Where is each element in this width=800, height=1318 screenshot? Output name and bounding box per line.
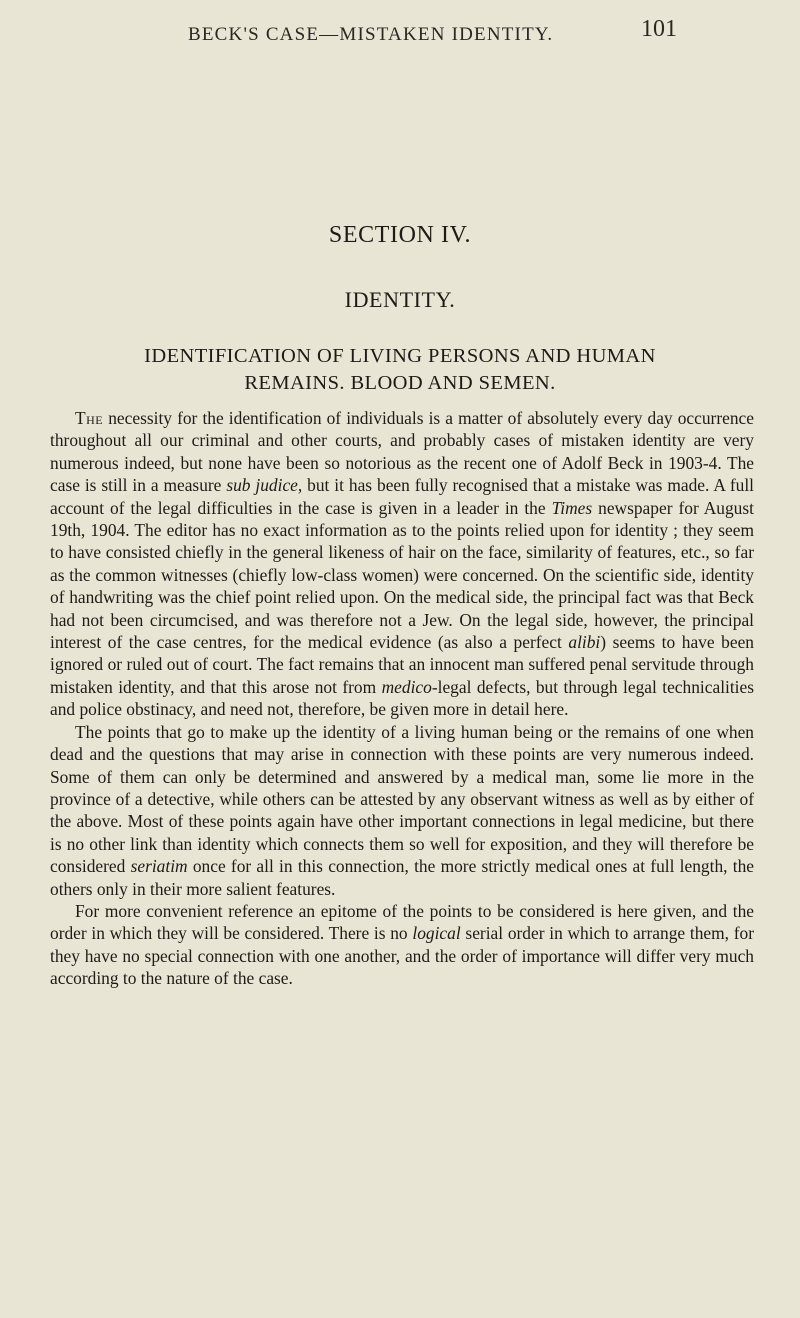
italic-logical: logical	[412, 923, 461, 944]
italic-times: Times	[551, 497, 593, 518]
paragraph-1-text-1: necessity for the identification of individuals is a matter of absolutely every day occurrence throughout all our criminal and other courts, and probably cases of mistaken identity are very numerous indeed, but none have been so notorious as the recent one of Adolf Beck in 1903-4. The case is still in a measure	[50, 408, 754, 496]
paragraph-1-text-2: but it has been fully recognised that a mistake was made. A full account of the legal difficulties in the case is given in a leader in the	[50, 475, 754, 518]
paragraph-lead-word: The	[75, 408, 104, 428]
paragraph-3-text-1: For more convenient reference an epitome of the points to be considered is here given, and the order in which they will be considered. There is no	[50, 900, 754, 944]
italic-sub-judice: sub judice,	[226, 475, 303, 496]
paragraph-2-text-2: once for all in this connection, the more strictly medical ones at full length, the others only in their more salient features.	[50, 856, 754, 899]
italic-alibi: alibi	[568, 632, 601, 653]
section-title: SECTION IV.	[328, 222, 472, 248]
italic-medico: medico	[381, 676, 432, 697]
paragraph-1-text-3: newspaper for August 19th, 1904. The editor has no exact information as to the points relied upon for identity ; they seem to have consisted chiefly in the general likeness of hair on the face, similarity of features, etc., so far as the common witnesses (chiefly low-class women) were concerned. On the scientific side, identity of handwriting was the chief point relied upon. On the medical side, the principal fact was that Beck had not been circumcised, and was therefore not a Jew. On the legal side, however, the principal interest of the case centres, for the medical evidence (as also a perfect	[50, 497, 754, 653]
paragraph-2	[50, 721, 754, 900]
paragraph-1-text-5: -legal defects, but through legal technicalities and police obstinacy, and need not, therefore, be given more in detail here.	[50, 676, 755, 720]
paragraph-3-text-2: serial order in which to arrange them, for they have no special connection with one another, and the order of importance will differ very much according to the nature of the case.	[50, 923, 754, 989]
subtitle-line-1: IDENTIFICATION OF LIVING PERSONS AND HUMAN	[144, 345, 656, 367]
paragraph-3	[50, 900, 754, 990]
paragraph-1-text-4: ) seems to have been ignored or ruled out of court. The fact remains that an innocent man suffered penal servitude through mistaken identity, and that this arose not from	[50, 632, 754, 697]
chapter-title: IDENTITY.	[344, 287, 456, 312]
italic-seriatim: seriatim	[130, 856, 188, 877]
paragraph-2-text-1: The points that go to make up the identity of a living human being or the remains of one when dead and the questions that may arise in connection with these points are very numerous indeed. Some of them can only be determined and answered by a medical man, some lie more in the province of a detective, while others can be attested by any observant witness as well as by either of the above. Most of these points again have other important connections in legal medicine, but there is no other link than identity which connects them so well for exposition, and they will therefore be considered	[50, 721, 754, 877]
body-text	[50, 407, 754, 990]
subtitle	[48, 343, 752, 397]
page-number: 101	[641, 16, 677, 42]
subtitle-line-2: REMAINS. BLOOD AND SEMEN.	[244, 372, 556, 394]
paragraph-1	[50, 407, 754, 721]
running-head: BECK'S CASE—MISTAKEN IDENTITY.	[188, 24, 554, 45]
